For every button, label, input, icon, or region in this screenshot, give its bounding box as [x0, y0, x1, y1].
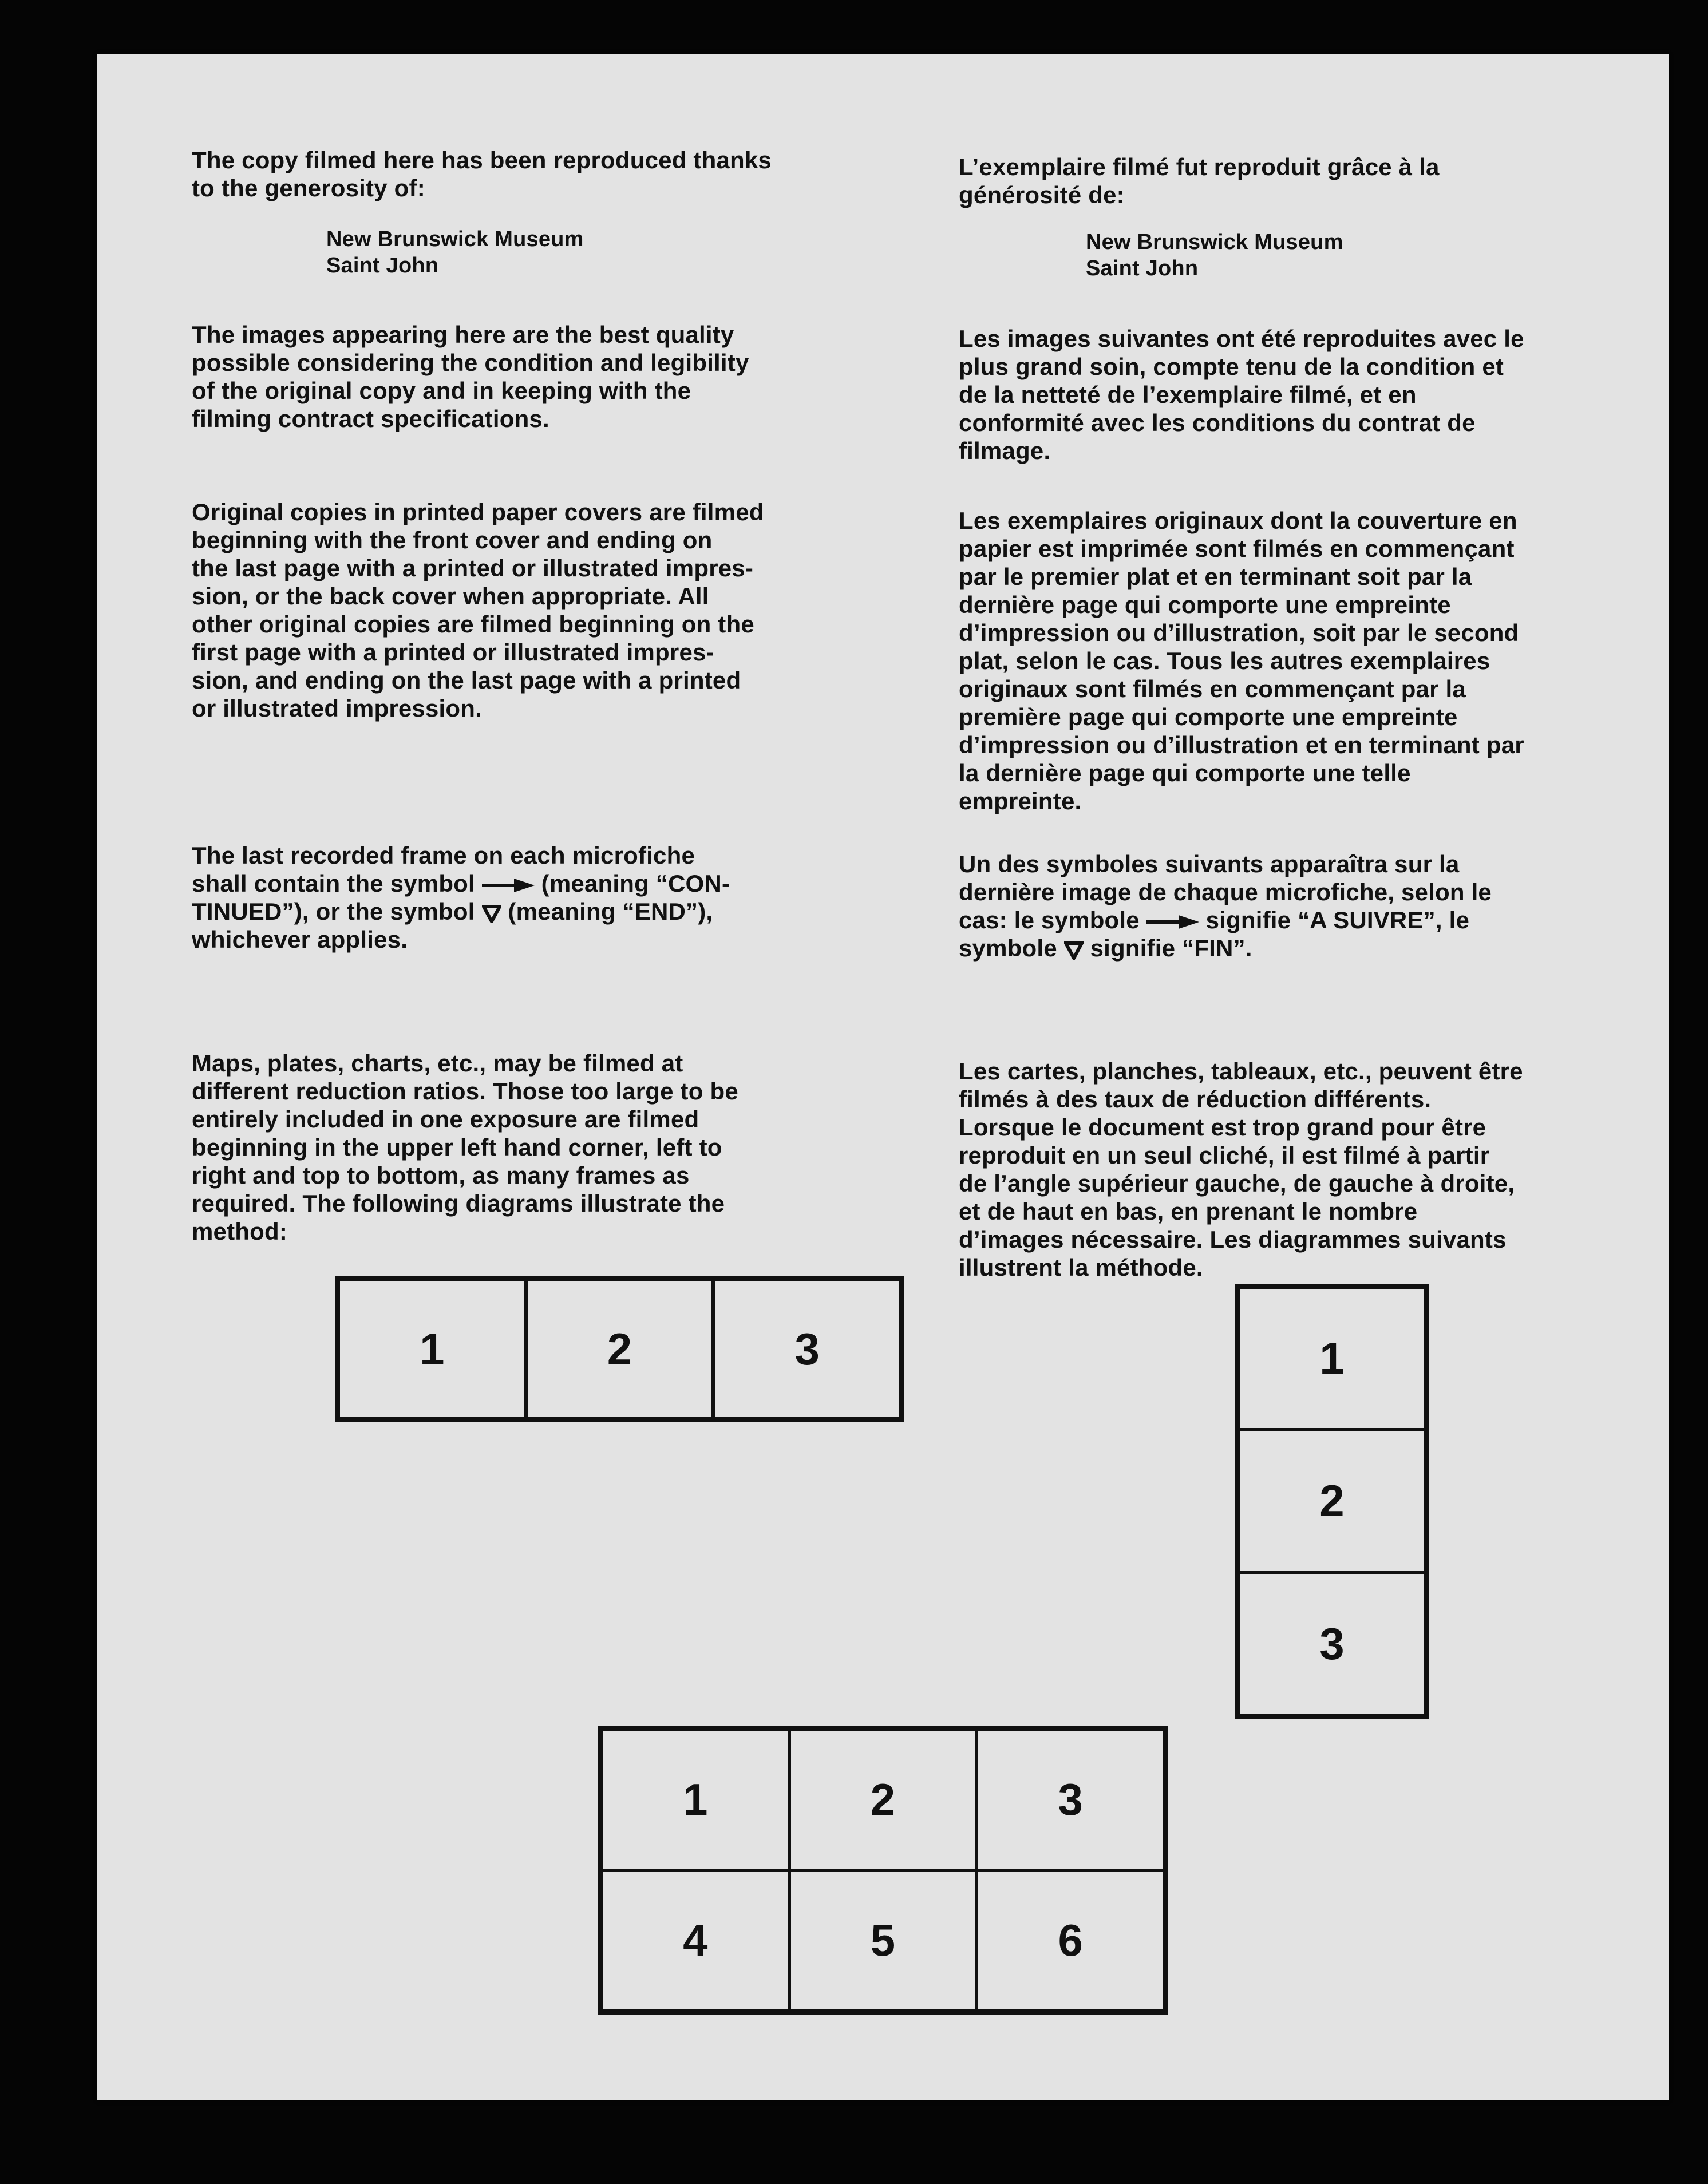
text-line: conformité avec les conditions du contrat de [959, 409, 1476, 436]
text-line: empreinte. [959, 788, 1082, 814]
text-fragment: symbole [959, 935, 1057, 962]
text-line: première page qui comporte une empreinte [959, 703, 1458, 730]
text-line: Les exemplaires originaux dont la couverture en [959, 507, 1517, 534]
text-fragment: cas: le symbole [959, 907, 1140, 933]
frame-cell: 2 [526, 1280, 714, 1419]
text-line: other original copies are filmed beginning on the [192, 611, 754, 638]
text-fragment: shall contain the symbol [192, 870, 475, 897]
text-line: Les images suivantes ont été reproduites avec le [959, 325, 1524, 352]
text-line: L’exemplaire filmé fut reproduit grâce à la [959, 153, 1440, 180]
frame-cell: 1 [338, 1280, 526, 1419]
french-symbols-paragraph [959, 850, 1492, 962]
text-line: to the generosity of: [192, 175, 425, 201]
continued-arrow-icon [1146, 914, 1199, 930]
text-line: first page with a printed or illustrated impres- [192, 639, 714, 666]
frame-cell: 1 [602, 1729, 789, 1870]
text-line: Original copies in printed paper covers are filmed [192, 498, 764, 525]
grid-frame-diagram [598, 1726, 1168, 2015]
vertical-frame-diagram [1235, 1284, 1429, 1719]
text-line: possible considering the condition and legibility [192, 349, 749, 376]
text-line: Maps, plates, charts, etc., may be filmed at [192, 1050, 683, 1077]
text-fragment: (meaning “END”), [508, 898, 713, 925]
text-line: of the original copy and in keeping with the [192, 377, 691, 404]
text-line: d’impression ou d’illustration, soit par le second [959, 619, 1519, 646]
text-line [192, 897, 730, 925]
french-originals-paragraph [959, 507, 1524, 815]
english-symbols-paragraph [192, 841, 730, 953]
text-line [959, 906, 1492, 934]
frame-cell: 3 [1238, 1573, 1426, 1715]
text-line: originaux sont filmés en commençant par la [959, 675, 1466, 702]
text-line: la dernière page qui comporte une telle [959, 759, 1411, 786]
frame-cell: 6 [976, 1870, 1164, 2012]
institution-name: New Brunswick Museum [326, 227, 584, 251]
english-originals-paragraph [192, 498, 764, 722]
institution-name: New Brunswick Museum [1086, 230, 1343, 254]
frame-cell: 4 [602, 1870, 789, 2012]
text-line: beginning with the front cover and ending on [192, 527, 713, 553]
text-line: plus grand soin, compte tenu de la condition et [959, 353, 1504, 380]
text-line: dernière page qui comporte une empreinte [959, 591, 1451, 618]
text-line: dernière image de chaque microfiche, selon le [959, 879, 1492, 905]
text-fragment: (meaning “CON- [541, 870, 730, 897]
english-intro [192, 146, 772, 202]
text-line: de la netteté de l’exemplaire filmé, et en [959, 381, 1417, 408]
text-fragment: signifie “A SUIVRE”, le [1205, 907, 1470, 933]
horizontal-frame-diagram [335, 1276, 904, 1422]
frame-cell: 3 [713, 1280, 901, 1419]
text-line: plat, selon le cas. Tous les autres exemplaires [959, 647, 1490, 674]
english-maps-paragraph [192, 1049, 738, 1245]
text-line: Un des symboles suivants apparaîtra sur la [959, 850, 1460, 877]
text-line: entirely included in one exposure are filmed [192, 1106, 699, 1133]
text-line: reproduit en un seul cliché, il est filmé à partir [959, 1142, 1490, 1169]
french-maps-paragraph [959, 1057, 1523, 1281]
frame-cell: 2 [1238, 1430, 1426, 1572]
text-line: or illustrated impression. [192, 695, 482, 722]
english-institution [326, 226, 584, 279]
text-line: filmage. [959, 437, 1051, 464]
text-line: right and top to bottom, as many frames as [192, 1162, 690, 1189]
text-line: filming contract specifications. [192, 405, 549, 432]
text-line: whichever applies. [192, 926, 408, 953]
institution-city: Saint John [1086, 256, 1199, 280]
end-triangle-icon [1064, 940, 1084, 960]
text-line: sion, and ending on the last page with a printed [192, 667, 741, 694]
text-line: The copy filmed here has been reproduced thanks [192, 147, 772, 173]
french-institution [1086, 229, 1343, 282]
text-line: the last page with a printed or illustrated impres- [192, 555, 754, 581]
french-intro [959, 153, 1440, 209]
text-line: Lorsque le document est trop grand pour être [959, 1114, 1486, 1141]
text-line: générosité de: [959, 181, 1125, 208]
text-line: sion, or the back cover when appropriate. All [192, 583, 709, 610]
text-line: d’images nécessaire. Les diagrammes suivants [959, 1226, 1507, 1253]
institution-city: Saint John [326, 254, 439, 278]
frame-cell: 1 [1238, 1287, 1426, 1430]
text-line: different reduction ratios. Those too large to be [192, 1078, 738, 1105]
text-line: de l’angle supérieur gauche, de gauche à droite, [959, 1170, 1515, 1197]
text-line: et de haut en bas, en prenant le nombre [959, 1198, 1418, 1225]
frame-cell: 3 [976, 1729, 1164, 1870]
filmed-page [97, 54, 1669, 2100]
text-line: filmés à des taux de réduction différents. [959, 1086, 1432, 1113]
continued-arrow-icon [482, 877, 535, 893]
text-line: Les cartes, planches, tableaux, etc., peuvent être [959, 1058, 1523, 1085]
text-line: par le premier plat et en terminant soit par la [959, 563, 1472, 590]
text-line: d’impression ou d’illustration et en terminant par [959, 731, 1524, 758]
text-line: beginning in the upper left hand corner, left to [192, 1134, 722, 1161]
text-fragment: signifie “FIN”. [1090, 935, 1252, 962]
end-triangle-icon [482, 904, 501, 923]
text-line: The images appearing here are the best quality [192, 321, 734, 348]
frame-cell: 5 [789, 1870, 977, 2012]
english-quality-paragraph [192, 321, 749, 433]
text-line [959, 934, 1492, 962]
text-fragment: TINUED”), or the symbol [192, 898, 475, 925]
text-line [192, 869, 730, 897]
text-line: required. The following diagrams illustrate the [192, 1190, 725, 1217]
text-line: papier est imprimée sont filmés en commençant [959, 535, 1515, 562]
text-line: illustrent la méthode. [959, 1254, 1203, 1281]
frame-cell: 2 [789, 1729, 977, 1870]
text-line: method: [192, 1218, 288, 1245]
french-quality-paragraph [959, 325, 1524, 465]
text-line: The last recorded frame on each microfiche [192, 842, 695, 869]
